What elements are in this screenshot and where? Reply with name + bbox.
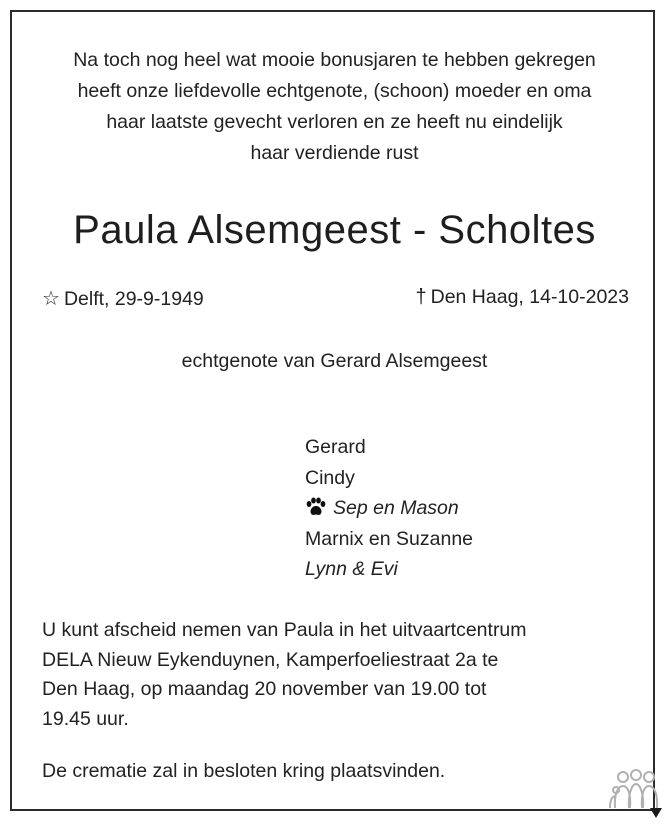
family-member: Cindy <box>305 466 355 489</box>
death-info <box>415 286 629 309</box>
intro-line: haar laatste gevecht verloren en ze heeft nu eindelijk <box>106 111 563 133</box>
intro-text <box>12 45 657 169</box>
cremation-text: De crematie zal in besloten kring plaatsvinden. <box>42 760 446 782</box>
birth-info <box>42 286 204 311</box>
arrow-down-icon[interactable] <box>650 808 662 818</box>
death-date: Den Haag, 14-10-2023 <box>430 286 629 308</box>
star-icon: ☆ <box>42 288 60 310</box>
spouse-line: echtgenote van Gerard Alsemgeest <box>181 350 488 372</box>
farewell-line: Den Haag, op maandag 20 november van 19.00 tot <box>42 678 487 700</box>
family-member: Marnix en Suzanne <box>305 527 474 550</box>
family-pets <box>305 493 473 524</box>
farewell-line: U kunt afscheid nemen van Paula in het uitvaartcentrum <box>42 619 527 641</box>
intro-line: haar verdiende rust <box>250 142 419 164</box>
birth-date: Delft, 29-9-1949 <box>63 288 204 310</box>
pets-names: Sep en Mason <box>333 497 459 519</box>
family-list <box>305 432 473 585</box>
paw-print-icon <box>305 497 327 517</box>
farewell-line: 19.45 uur. <box>42 707 129 730</box>
cross-icon: † <box>415 286 427 308</box>
farewell-text <box>42 616 527 734</box>
farewell-line: DELA Nieuw Eykenduynen, Kamperfoeliestraat 2a te <box>42 648 499 671</box>
family-member: Gerard <box>305 436 366 458</box>
intro-line: Na toch nog heel wat mooie bonusjaren te hebben gekregen <box>73 49 596 71</box>
grandchildren: Lynn & Evi <box>305 558 398 580</box>
intro-line: heeft onze liefdevolle echtgenote, (schoon) moeder en oma <box>77 80 592 102</box>
people-group-logo-icon <box>606 768 664 820</box>
deceased-name: Paula Alsemgeest - Scholtes <box>73 208 596 252</box>
